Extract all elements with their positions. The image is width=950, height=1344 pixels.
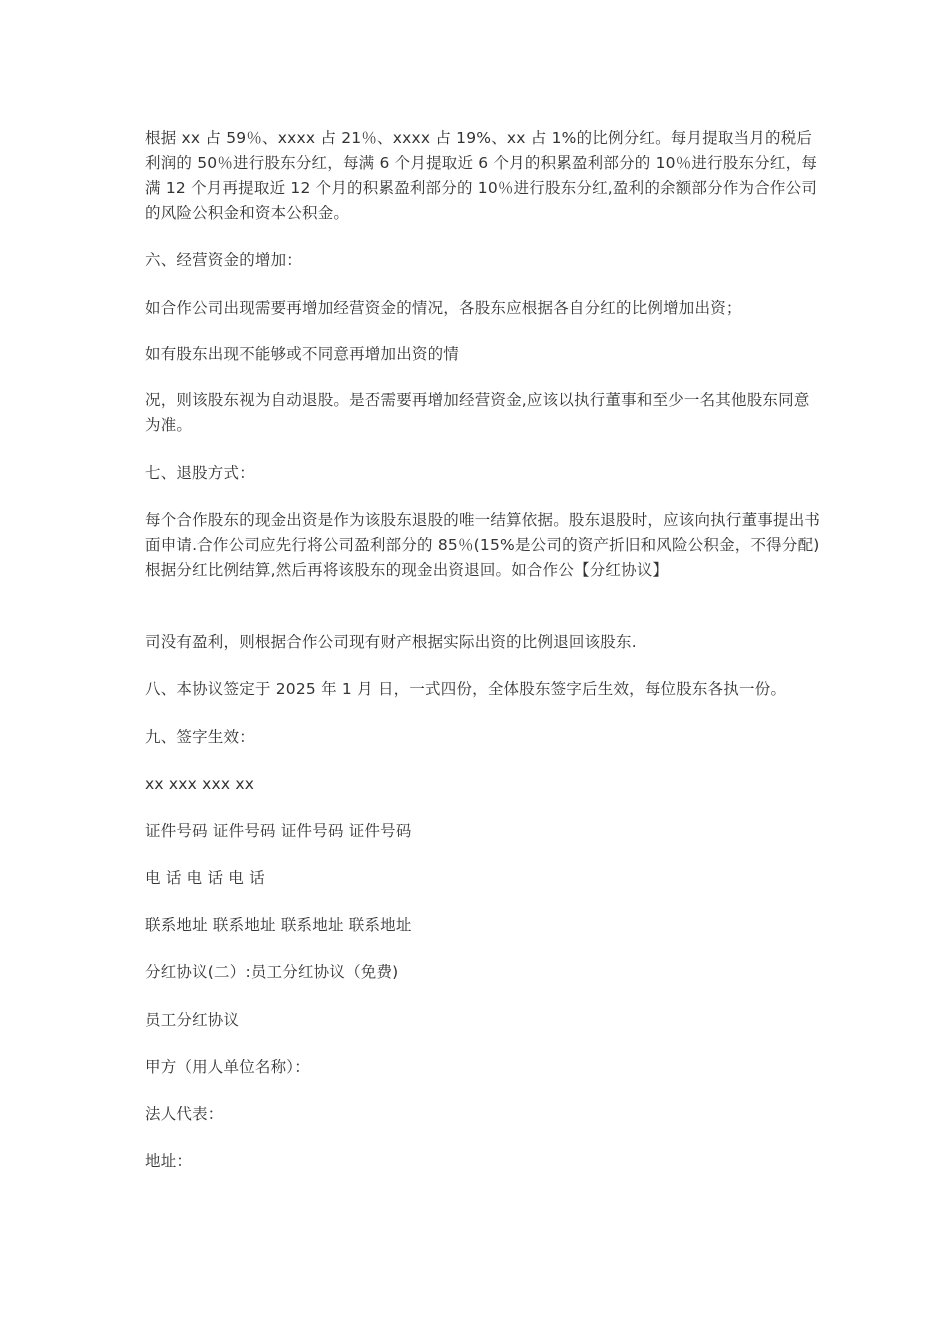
signature-phones: 电 话 电 话 电 话: [145, 869, 265, 887]
legal-representative-field: 法人代表：: [145, 1105, 224, 1123]
paragraph-withdrawal-settlement: 每个合作股东的现金出资是作为该股东退股的唯一结算依据。股东退股时，应该向执行董事提出书面申请.合作公司应先行将公司盈利部分的 85％(15%是公司的资产折旧和风险公积金，不得分配)根据分红比例结算,然后再将该股东的现金出资退回。如合作公【分红协议】: [145, 511, 821, 579]
address-field: 地址：: [145, 1152, 193, 1170]
paragraph-auto-withdrawal: 况，则该股东视为自动退股。是否需要再增加经营资金,应该以执行董事和至少一名其他股东同意为准。: [145, 391, 810, 434]
signature-id-numbers: 证件号码 证件号码 证件号码 证件号码: [145, 822, 412, 840]
paragraph-dividend-ratio: 根据 xx 占 59％、xxxx 占 21％、xxxx 占 19%、xx 占 1%的比例分红。每月提取当月的税后利润的 50％进行股东分红，每满 6 个月提取近 6 个月的积累盈利部分的 10％进行股东分红，每满 12 个月再提取近 12 个月的积累盈利部分的 10％进行股东分红,盈利的余额部分作为合作公司的风险公积金和资本公积金。: [145, 129, 818, 222]
signature-addresses: 联系地址 联系地址 联系地址 联系地址: [145, 916, 412, 934]
signature-names: xx xxx xxx xx: [145, 775, 255, 793]
document-title-employee-agreement: 员工分红协议: [145, 1011, 240, 1029]
section-heading-capital-increase: 六、经营资金的增加：: [145, 251, 303, 269]
paragraph-shareholder-unable: 如有股东出现不能够或不同意再增加出资的情: [145, 345, 460, 363]
section-heading-signature: 九、签字生效：: [145, 728, 255, 746]
paragraph-no-profit: 司没有盈利，则根据合作公司现有财产根据实际出资的比例退回该股东.: [145, 633, 637, 651]
paragraph-agreement-date: 八、本协议签定于 2025 年 1 月 日，一式四份，全体股东签字后生效，每位股东各执一份。: [145, 680, 787, 698]
paragraph-capital-increase: 如合作公司出现需要再增加经营资金的情况，各股东应根据各自分红的比例增加出资；: [145, 299, 742, 317]
party-a-field: 甲方（用人单位名称）：: [145, 1058, 310, 1076]
section-title-employee-dividend: 分红协议(二）:员工分红协议（免费): [145, 963, 399, 981]
section-heading-withdrawal-method: 七、退股方式：: [145, 464, 255, 482]
